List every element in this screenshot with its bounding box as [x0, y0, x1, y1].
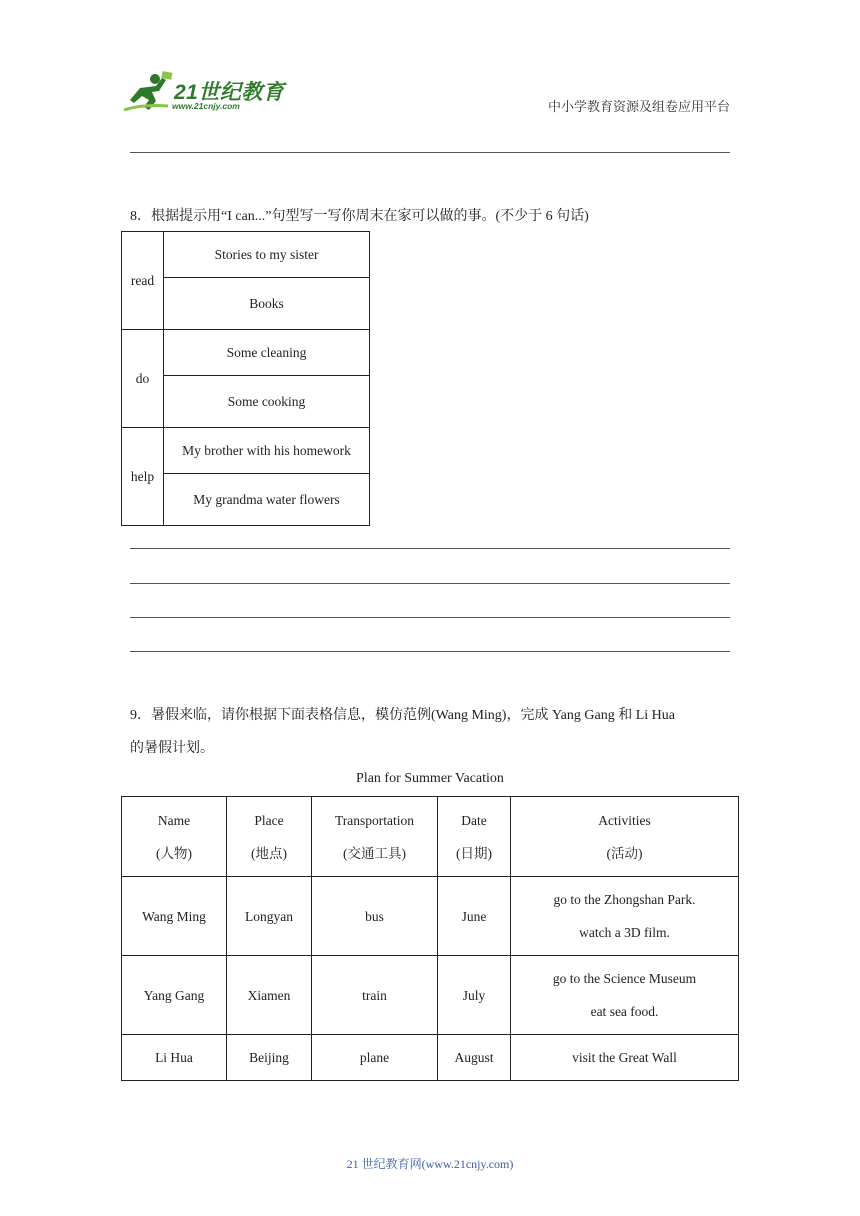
vacation-plan-table: [121, 796, 739, 1081]
activities-cell: visit the Great Wall: [511, 1035, 739, 1081]
q9-prompt-line2: 的暑假计划。: [130, 741, 214, 756]
hint-cell: Stories to my sister: [164, 232, 370, 278]
footer-link[interactable]: 21 世纪教育网(www.21cnjy.com): [346, 1157, 514, 1171]
hint-cell: My brother with his homework: [164, 428, 370, 474]
runner-logo-icon: [122, 70, 174, 116]
q8-prompt: 8．根据提示用“I can...”句型写一写你周末在家可以做的事。(不少于 6 句话): [130, 209, 589, 224]
table-header-row: [122, 797, 739, 877]
name-cell: Yang Gang: [122, 956, 227, 1035]
q9-prompt-line1: 9．暑假来临，请你根据下面表格信息，模仿范例(Wang Ming)，完成 Yang Gang 和 Li Hua: [130, 708, 675, 723]
header-cell: Name (人物): [122, 797, 227, 877]
header-rule: [130, 152, 730, 153]
q8-hint-table: [121, 231, 370, 526]
name-cell: Wang Ming: [122, 877, 227, 956]
answer-line: [130, 548, 730, 549]
header-cell: Transportation (交通工具): [312, 797, 438, 877]
answer-line: [130, 583, 730, 584]
activities-cell: go to the Science Museum eat sea food.: [511, 956, 739, 1035]
site-logo: [122, 70, 287, 116]
table-row: [122, 428, 370, 474]
hint-cell: Some cleaning: [164, 330, 370, 376]
answer-line: [130, 651, 730, 652]
place-cell: Longyan: [227, 877, 312, 956]
platform-name: 中小学教育资源及组卷应用平台: [547, 99, 730, 114]
transport-cell: train: [312, 956, 438, 1035]
category-cell: do: [122, 330, 164, 428]
header-cell: Place (地点): [227, 797, 312, 877]
date-cell: July: [438, 956, 511, 1035]
table-row: [122, 877, 739, 956]
logo-text: 21世纪教育: [174, 81, 285, 104]
category-cell: read: [122, 232, 164, 330]
logo-url: www.21cnjy.com: [172, 101, 240, 111]
table-row: [122, 232, 370, 278]
date-cell: August: [438, 1035, 511, 1081]
table-row: [122, 330, 370, 376]
hint-cell: Books: [164, 278, 370, 330]
table-caption: Plan for Summer Vacation: [356, 771, 504, 786]
table-row: [122, 956, 739, 1035]
date-cell: June: [438, 877, 511, 956]
hint-cell: Some cooking: [164, 376, 370, 428]
activities-cell: go to the Zhongshan Park. watch a 3D film.: [511, 877, 739, 956]
hint-cell: My grandma water flowers: [164, 474, 370, 526]
header-cell: Date (日期): [438, 797, 511, 877]
header-cell: Activities (活动): [511, 797, 739, 877]
transport-cell: plane: [312, 1035, 438, 1081]
place-cell: Beijing: [227, 1035, 312, 1081]
name-cell: Li Hua: [122, 1035, 227, 1081]
answer-line: [130, 617, 730, 618]
table-row: [122, 1035, 739, 1081]
transport-cell: bus: [312, 877, 438, 956]
place-cell: Xiamen: [227, 956, 312, 1035]
category-cell: help: [122, 428, 164, 526]
